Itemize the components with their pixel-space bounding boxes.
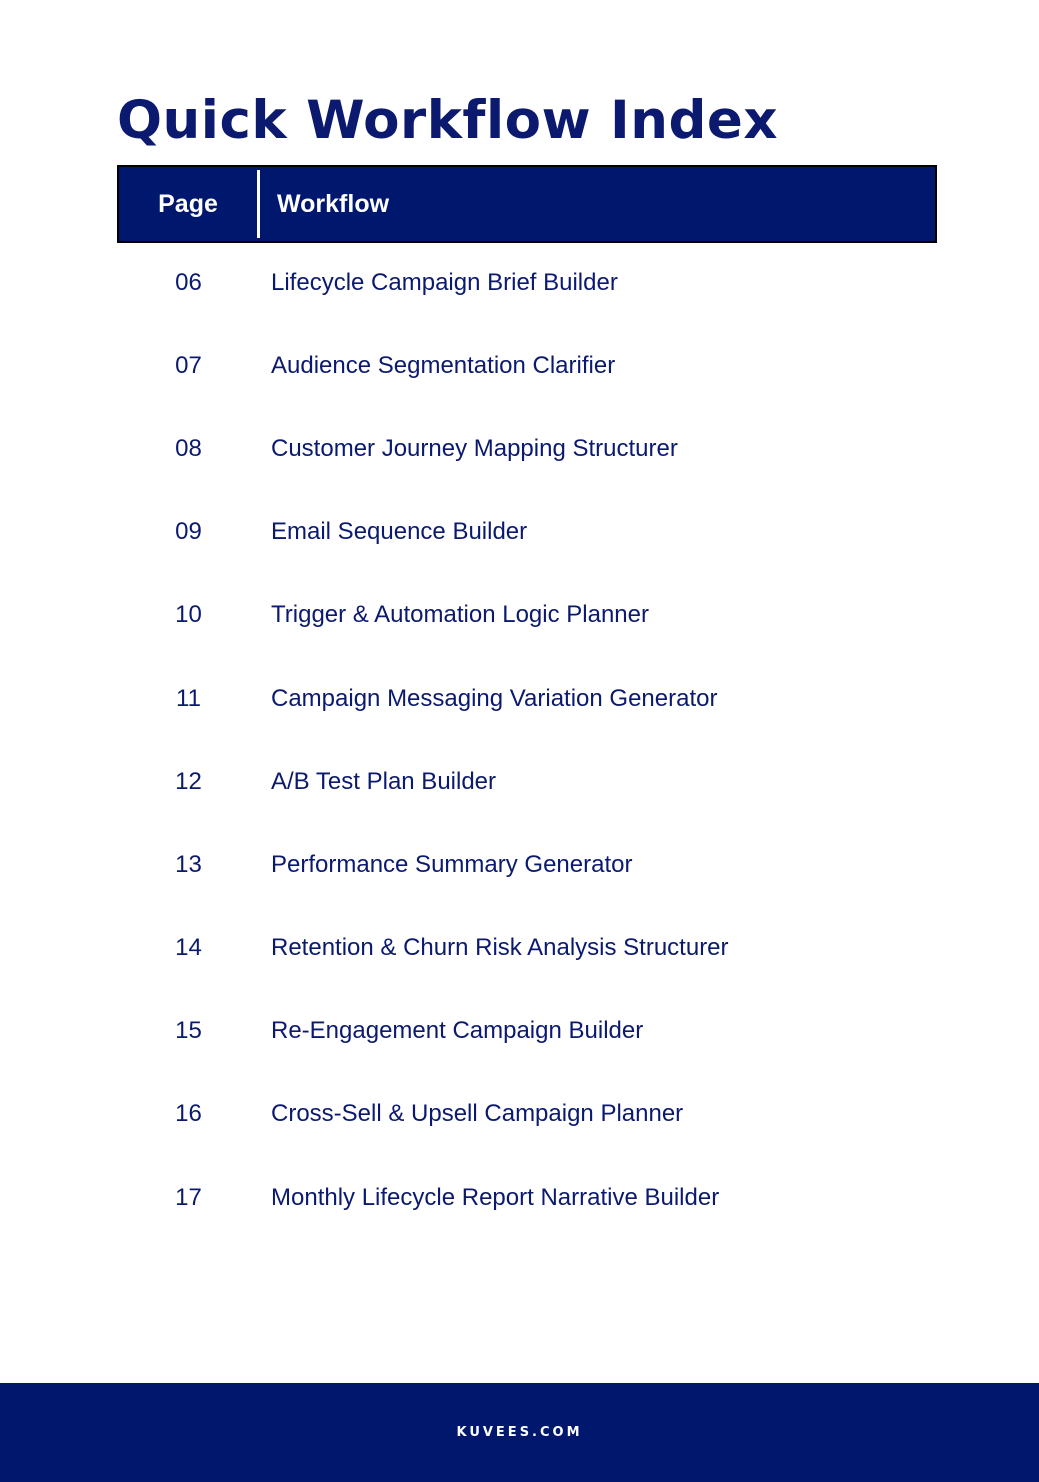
row-page-number: 11 — [176, 684, 201, 712]
row-page-number: 09 — [175, 518, 202, 546]
header-workflow: Workflow — [277, 189, 390, 218]
table-row — [117, 990, 937, 1073]
table-row — [117, 324, 937, 407]
row-workflow-name: A/B Test Plan Builder — [271, 767, 497, 795]
row-page-number: 08 — [175, 434, 202, 462]
footer-bar — [0, 1383, 1039, 1482]
table-row — [117, 907, 937, 990]
header-page: Page — [119, 170, 260, 238]
row-workflow-name: Customer Journey Mapping Structurer — [271, 434, 678, 462]
row-page-number: 16 — [175, 1100, 202, 1128]
table-row — [117, 1073, 937, 1156]
row-page-number: 13 — [175, 850, 202, 878]
row-workflow-name: Trigger & Automation Logic Planner — [271, 601, 649, 629]
row-page-number: 12 — [175, 767, 202, 795]
row-workflow-name: Monthly Lifecycle Report Narrative Builder — [271, 1183, 720, 1211]
row-workflow-name: Retention & Churn Risk Analysis Structurer — [271, 934, 729, 962]
table-row — [117, 241, 937, 324]
table-row — [117, 491, 937, 574]
row-page-number: 06 — [175, 268, 202, 296]
row-page-number: 15 — [175, 1017, 202, 1045]
table-row — [117, 823, 937, 906]
table-row — [117, 657, 937, 740]
table-header — [117, 165, 937, 243]
table-body — [117, 241, 937, 1239]
table-row — [117, 1156, 937, 1239]
row-page-number: 14 — [175, 934, 202, 962]
row-workflow-name: Audience Segmentation Clarifier — [271, 351, 616, 379]
workflow-index-table — [117, 165, 937, 1239]
row-workflow-name: Lifecycle Campaign Brief Builder — [271, 268, 618, 296]
row-workflow-name: Performance Summary Generator — [271, 850, 633, 878]
row-workflow-name: Re-Engagement Campaign Builder — [271, 1017, 644, 1045]
row-page-number: 17 — [175, 1183, 202, 1211]
row-workflow-name: Cross-Sell & Upsell Campaign Planner — [271, 1100, 684, 1128]
page-title: Quick Workflow Index — [117, 90, 779, 151]
row-workflow-name: Campaign Messaging Variation Generator — [271, 684, 718, 712]
table-row — [117, 407, 937, 490]
table-row — [117, 740, 937, 823]
table-row — [117, 574, 937, 657]
row-page-number: 07 — [175, 351, 202, 379]
row-page-number: 10 — [175, 601, 202, 629]
row-workflow-name: Email Sequence Builder — [271, 518, 528, 546]
footer-website-text: KUVEES.COM — [456, 1425, 583, 1440]
